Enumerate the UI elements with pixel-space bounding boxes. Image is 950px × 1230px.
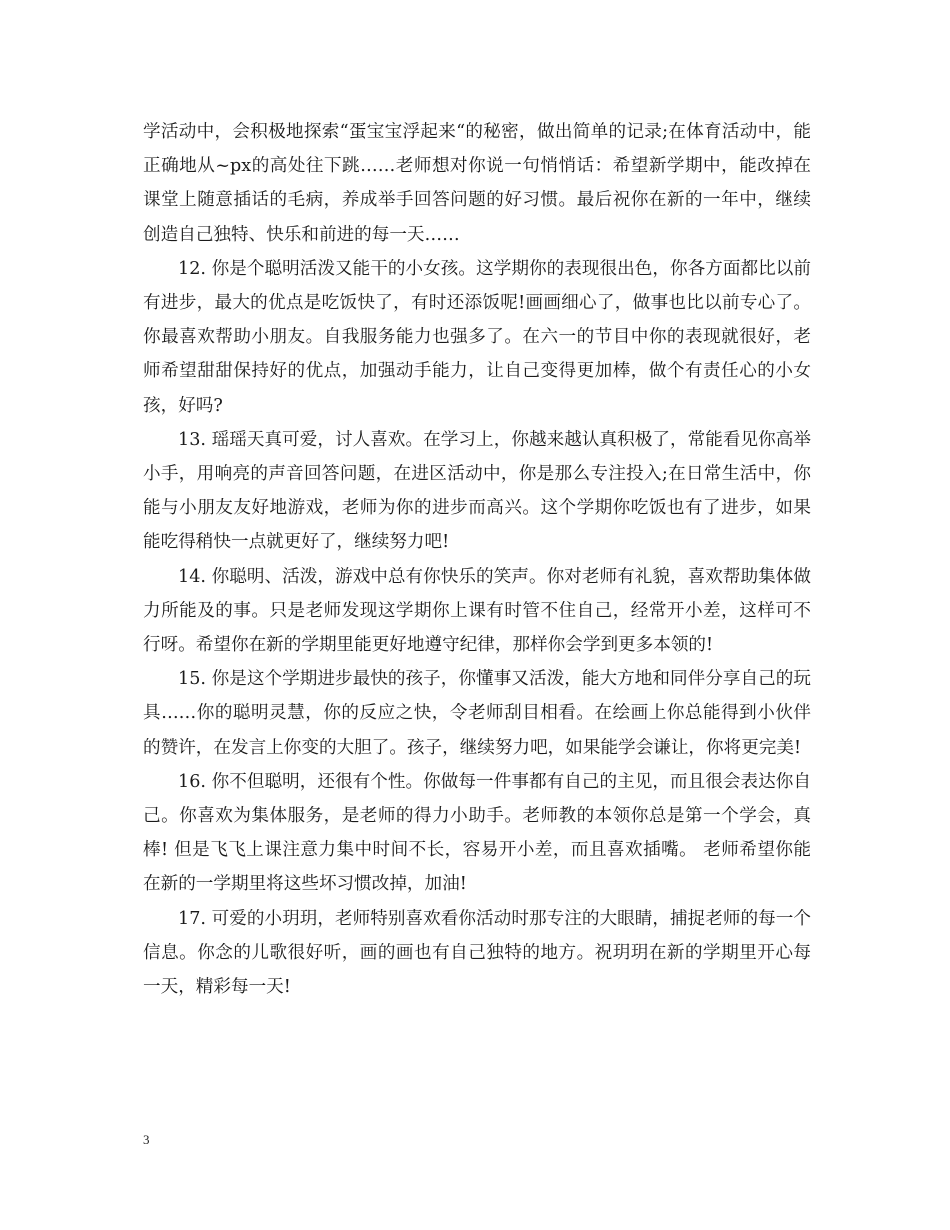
paragraph-14: 14. 你聪明、活泼，游戏中总有你快乐的笑声。你对老师有礼貌，喜欢帮助集体做力所能及的事。只是老师发现这学期你上课有时管不住自己，经常开小差，这样可不行呀。希望你在新的学期里能更好地遵守纪律，那样你会学到更多本领的! [143, 566, 811, 656]
page-number: 3 [143, 1132, 150, 1147]
paragraph-13: 13. 瑶瑶天真可爱，讨人喜欢。在学习上，你越来越认真积极了，常能看见你高举小手，用响亮的声音回答问题，在进区活动中，你是那么专注投入;在日常生活中，你能与小朋友友好地游戏，老师为你的进步而高兴。这个学期你吃饭也有了进步，如果能吃得稍快一点就更好了，继续努力吧! [143, 429, 811, 553]
document-body [143, 115, 811, 1004]
paragraph-12: 12. 你是个聪明活泼又能干的小女孩。这学期你的表现很出色，你各方面都比以前有进步，最大的优点是吃饭快了，有时还添饭呢!画画细心了，做事也比以前专心了。你最喜欢帮助小朋友。自我服务能力也强多了。在六一的节目中你的表现就很好，老师希望甜甜保持好的优点，加强动手能力，让自己变得更加棒，做个有责任心的小女孩，好吗? [143, 258, 811, 416]
paragraph-17: 17. 可爱的小玥玥，老师特别喜欢看你活动时那专注的大眼睛，捕捉老师的每一个信息。你念的儿歌很好听，画的画也有自己独特的地方。祝玥玥在新的学期里开心每一天，精彩每一天! [143, 908, 811, 998]
paragraph-16: 16. 你不但聪明，还很有个性。你做每一件事都有自己的主见，而且很会表达你自己。你喜欢为集体服务，是老师的得力小助手。老师教的本领你总是第一个学会，真棒! 但是飞飞上课注意力集中时间不长，容易开小差，而且喜欢插嘴。 老师希望你能在新的一学期里将这些坏习惯改掉，加油! [143, 771, 811, 895]
paragraph-15: 15. 你是这个学期进步最快的孩子，你懂事又活泼，能大方地和同伴分享自己的玩具……你的聪明灵慧，你的反应之快，令老师刮目相看。在绘画上你总能得到小伙伴的赞许，在发言上你变的大胆了。孩子，继续努力吧，如果能学会谦让，你将更完美! [143, 669, 811, 758]
paragraph-continued: 学活动中，会积极地探索“蛋宝宝浮起来“的秘密，做出简单的记录;在体育活动中，能正确地从~px的高处往下跳……老师想对你说一句悄悄话：希望新学期中，能改掉在课堂上随意插话的毛病，养成举手回答问题的好习惯。最后祝你在新的一年中，继续创造自己独特、快乐和前进的每一天…… [143, 122, 811, 245]
